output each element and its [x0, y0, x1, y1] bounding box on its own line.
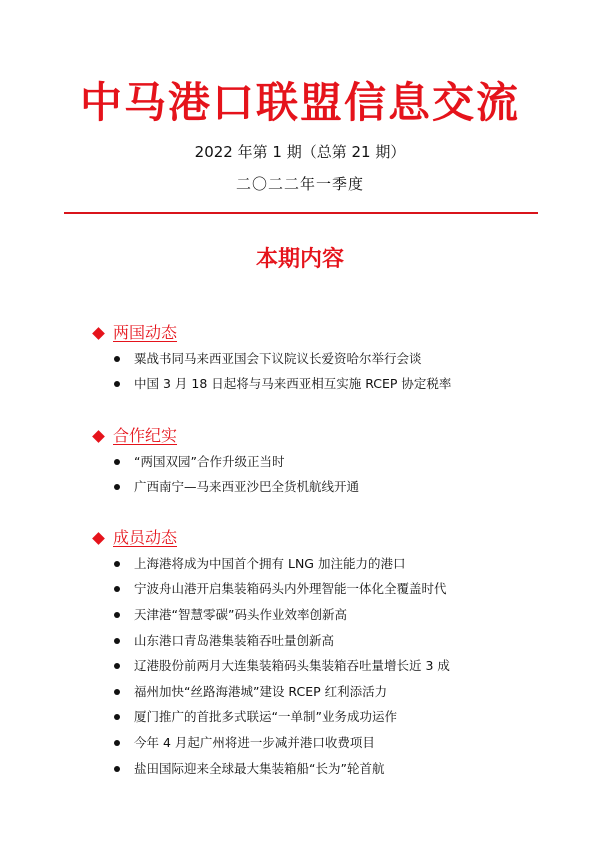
bullet-icon: [114, 586, 120, 592]
toc-heading: 本期内容: [255, 247, 344, 272]
bullet-icon: [114, 459, 120, 465]
bullet-icon: [114, 766, 120, 772]
list-item-text: 今年 4 月起广州将进一步减并港口收费项目: [134, 734, 375, 750]
section-title: 成员动态: [113, 528, 178, 547]
issue-number: 2022 年第 1 期（总第 21 期）: [194, 143, 406, 161]
bullet-icon: [114, 356, 120, 362]
list-item-text: 宁波舟山港开启集装箱码头内外理智能一体化全覆盖时代: [134, 581, 447, 597]
list-item: [114, 756, 450, 782]
bullet-icon: [114, 484, 120, 490]
list-item: [114, 577, 450, 603]
section-list-members: [114, 551, 450, 781]
list-item: [114, 372, 451, 398]
list-item-text: 厦门推广的首批多式联运“一单制”业务成功运作: [134, 709, 397, 725]
list-item-text: 广西南宁—马来西亚沙巴全货机航线开通: [134, 479, 360, 495]
list-item: [114, 346, 451, 372]
list-item-text: 粟战书同马来西亚国会下议院议长爱资哈尔举行会谈: [134, 350, 422, 366]
section-title: 两国动态: [113, 323, 178, 342]
list-item-text: 福州加快“丝路海港城”建设 RCEP 红利添活力: [134, 683, 388, 699]
list-item-text: 山东港口青岛港集装箱吞吐量创新高: [134, 632, 335, 648]
list-item: [114, 449, 359, 475]
diamond-bullet-icon: [92, 430, 105, 443]
list-item-text: 中国 3 月 18 日起将与马来西亚相互实施 RCEP 协定税率: [134, 376, 452, 392]
bullet-icon: [114, 663, 120, 669]
list-item: [114, 551, 450, 577]
bullet-icon: [114, 689, 120, 695]
list-item-text: 上海港将成为中国首个拥有 LNG 加注能力的港口: [134, 555, 406, 571]
bullet-icon: [114, 561, 120, 567]
list-item: [114, 475, 359, 501]
header-divider: [64, 212, 538, 214]
quarter-label: 二〇二二年一季度: [235, 175, 364, 193]
section-header-bilateral: [92, 322, 177, 344]
bullet-icon: [114, 638, 120, 644]
list-item: [114, 628, 450, 654]
section-list-bilateral: [114, 346, 451, 397]
list-item: [114, 653, 450, 679]
list-item-text: “两国双园”合作升级正当时: [134, 453, 285, 469]
section-header-cooperation: [92, 425, 177, 447]
bullet-icon: [114, 381, 120, 387]
bullet-icon: [114, 740, 120, 746]
list-item: [114, 705, 450, 731]
list-item-text: 盐田国际迎来全球最大集装箱船“长为”轮首航: [134, 760, 385, 776]
document-title: 中马港口联盟信息交流: [79, 78, 520, 127]
diamond-bullet-icon: [92, 532, 105, 545]
list-item: [114, 602, 450, 628]
bullet-icon: [114, 612, 120, 618]
section-header-members: [92, 527, 177, 549]
diamond-bullet-icon: [92, 327, 105, 340]
bullet-icon: [114, 714, 120, 720]
list-item-text: 辽港股份前两月大连集装箱码头集装箱吞吐量增长近 3 成: [134, 658, 450, 674]
list-item: [114, 679, 450, 705]
section-list-cooperation: [114, 449, 359, 500]
list-item: [114, 730, 450, 756]
section-title: 合作纪实: [113, 426, 178, 445]
list-item-text: 天津港“智慧零碳”码头作业效率创新高: [134, 606, 347, 622]
